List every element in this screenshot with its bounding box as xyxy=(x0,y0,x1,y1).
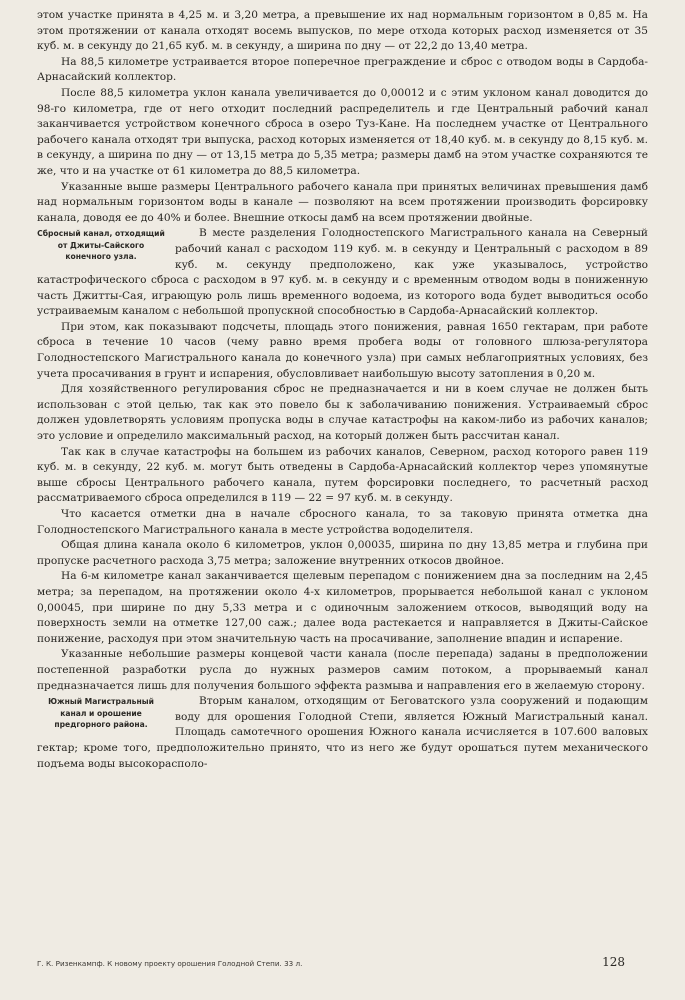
section-southern-canal xyxy=(37,694,648,772)
section1-paragraph: На 6-м километре канал заканчивается щелевым перепадом с понижением дна за последним на 2,45 метра; за перепадом, на протяжении около 4-х километров, прорывается небольшой канал с уклоном 0,00045, при ширине по дну 5,33 метра и с одиночным заложением откосов, выводящий воду на поверхность земли на отметке 127,00 саж.; далее вода растекается и направляется в Джиты-Сайское понижение, расходуя при этом значительную часть на просачивание, заполнение впадин и испарение. xyxy=(37,570,648,645)
section1-paragraph: Что касается отметки дна в начале сбросного канала, то за таковую принята отметка дна Голодностепского Магистрального канала в месте устройства вододелителя. xyxy=(37,508,648,536)
section1-paragraph: Так как в случае катастрофы на большем из рабочих каналов, Северном, расход которого равен 119 куб. м. в секунду, 22 куб. м. могут быть отведены в Сардоба-Арнасайский коллектор через упомянутые выше сбросы Центрального рабочего канала, путем форсировки последнего, то расчетный расход рассматриваемого сброса определился в 119 — 22 = 97 куб. м. в секунду. xyxy=(37,445,648,505)
footer-citation: Г. К. Ризенкампф. К новому проекту орошения Голодной Степи. 33 л. xyxy=(37,959,303,968)
sidenote-southern-canal: Южный Магистральный канал и орошение предгорного района. xyxy=(48,697,154,730)
paragraph-4: Указанные выше размеры Центрального рабочего канала при принятых величинах превышения дамб над нормальным горизонтом воды в канале — позволяют на всем протяжении производить форсировку канала, доводя ее до 40% и более. Внешние откосы дамб на всем протяжении двойные. xyxy=(37,180,648,224)
paragraph-3: После 88,5 километра уклон канала увеличивается до 0,00012 и с этим уклоном канал доводится до 98-го километра, где от него отходит последний распределитель и где Центральный рабочий канал заканчивается устройством конечного сброса в озеро Туз-Кане. На последнем участке от Центрального рабочего канала отходят три выпуска, расход которых изменяется от 18,40 куб. м. в секунду до 8,15 куб. м. в секунду, а ширина по дну — от 13,15 метра до 5,35 метра; размеры дамб на этом участке сохраняются те же, что и на участке от 61 километра до 88,5 километра. xyxy=(37,86,648,177)
section2-first-paragraph: Вторым каналом, отходящим от Беговатского узла сооружений и подающим воду для орошения Голодной Степи, является Южный Магистральный канал. Площадь самотечного орошения Южного канала исчисляется в 107.600 валовых гектар; кроме того, предположительно принято, что из него же будут орошаться путем механического подъема воды высокорасполо- xyxy=(37,695,648,770)
sidenote-spillway-canal: Сбросный канал, отходящий от Джиты-Сайского конечного узла. xyxy=(37,229,165,262)
paragraph-2: На 88,5 километре устраивается второе поперечное преграждение и сброс с отводом воды в Сардоба-Арнасайский коллектор. xyxy=(37,55,648,84)
section1-paragraph: Для хозяйственного регулирования сброс не предназначается и ни в коем случае не должен быть использован с этой целью, так как это повело бы к заболачиванию понижения. Устраиваемый сброс должен удовлетворять условиям пропуска воды в случае катастрофы на каком-либо из рабочих каналов; это условие и определило максимальный расход, на который должен быть рассчитан канал. xyxy=(37,383,648,443)
page-number: 128 xyxy=(602,955,625,969)
section1-paragraph: Указанные небольшие размеры концевой части канала (после перепада) заданы в предположении постепенной разработки русла до нужных размеров самим потоком, а прорываемый канал предназначается лишь для получения большого эффекта размыва и направления его в желаемую сторону. xyxy=(37,648,648,692)
page-footer xyxy=(37,955,625,969)
paragraph-1: этом участке принята в 4,25 м. и 3,20 метра, а превышение их над нормальным горизонтом в 0,85 м. На этом протяжении от канала отходят восемь выпусков, по мере отхода которых расход изменяется от 35 куб. м. в секунду до 21,65 куб. м. в секунду, а ширина по дну — от 22,2 до 13,40 метра. xyxy=(37,9,648,53)
section1-first-paragraph: В месте разделения Голодностепского Магистрального канала на Северный рабочий канал с расходом 119 куб. м. в секунду и Центральный с расходом в 89 куб. м. секунду предположено, как уже указывалось, устройство катастрофического сброса с расходом в 97 куб. м. в секунду и с временным отводом воды в пониженную часть Джитты-Сая, играющую роль лишь временного водоема, из которого вода будет выводиться особо устраиваемым каналом с небольшой пропускной способностью в Сардоба-Арнасайский коллектор. xyxy=(37,227,648,318)
section1-paragraph: Общая длина канала около 6 километров, уклон 0,00035, ширина по дну 13,85 метра и глубина при пропуске расчетного расхода 3,75 метра; заложение внутренних откосов двойное. xyxy=(37,539,648,567)
section1-paragraph: При этом, как показывают подсчеты, площадь этого понижения, равная 1650 гектарам, при работе сброса в течение 10 часов (чему равно время пробега воды от головного шлюза-регулятора Голодностепского Магистрального канала до конечного узла) при самых неблагоприятных условиях, без учета просачивания в грунт и испарения, обусловливает наибольшую высоту затопления в 0,20 м. xyxy=(37,320,648,380)
section-spillway-canal xyxy=(37,226,648,694)
